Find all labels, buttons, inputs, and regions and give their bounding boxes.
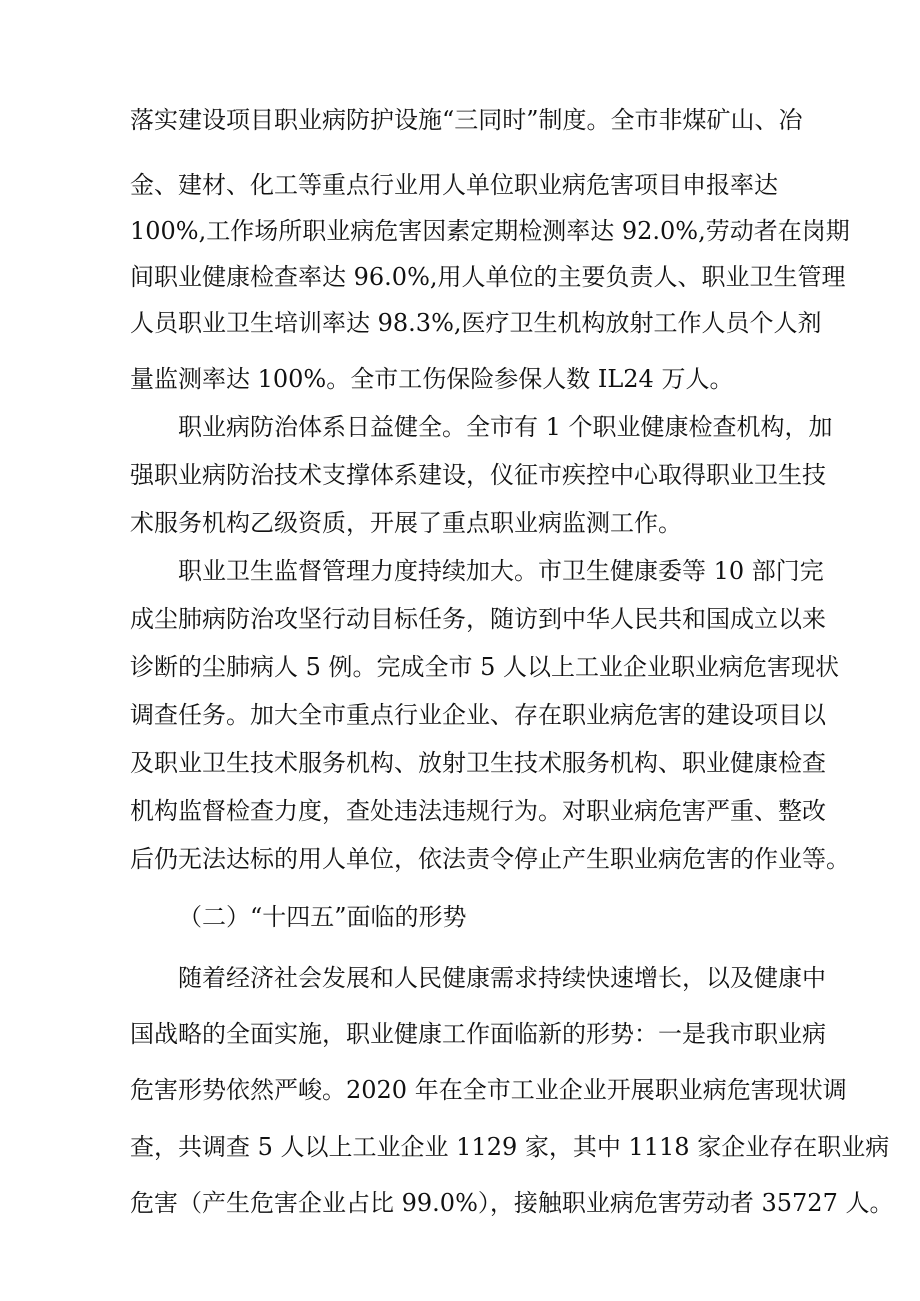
text-line: 国战略的全面实施，职业健康工作面临新的形势：一是我市职业病 xyxy=(130,1020,826,1048)
section-heading: （二）“十四五”面临的形势 xyxy=(178,903,467,931)
text-line: 随着经济社会发展和人民健康需求持续快速增长，以及健康中 xyxy=(178,964,826,992)
text-line: 强职业病防治技术支撑体系建设，仪征市疾控中心取得职业卫生技 xyxy=(130,461,826,489)
text-line: 成尘肺病防治攻坚行动目标任务，随访到中华人民共和国成立以来 xyxy=(130,605,826,633)
text-line: 间职业健康检查率达 96.0%,用人单位的主要负责人、职业卫生管理 xyxy=(130,263,846,291)
text-line: 查，共调查 5 人以上工业企业 1129 家，其中 1118 家企业存在职业病 xyxy=(130,1133,890,1161)
text-line: 机构监督检查力度，查处违法违规行为。对职业病危害严重、整改 xyxy=(130,797,826,825)
text-line: 落实建设项目职业病防护设施“三同时”制度。全市非煤矿山、冶 xyxy=(130,106,803,134)
text-line: 职业卫生监督管理力度持续加大。市卫生健康委等 10 部门完 xyxy=(178,557,824,585)
text-line: 后仍无法达标的用人单位，依法责令停止产生职业病危害的作业等。 xyxy=(130,845,850,873)
text-line: 诊断的尘肺病人 5 例。完成全市 5 人以上工业企业职业病危害现状 xyxy=(130,653,840,681)
text-line: 金、建材、化工等重点行业用人单位职业病危害项目申报率达 xyxy=(130,171,778,199)
text-line: 100%,工作场所职业病危害因素定期检测率达 92.0%,劳动者在岗期 xyxy=(130,217,850,245)
text-line: 人员职业卫生培训率达 98.3%,医疗卫生机构放射工作人员个人剂 xyxy=(130,309,822,337)
text-line: 术服务机构乙级资质，开展了重点职业病监测工作。 xyxy=(130,509,682,537)
text-line: 及职业卫生技术服务机构、放射卫生技术服务机构、职业健康检查 xyxy=(130,749,826,777)
text-line: 危害形势依然严峻。2020 年在全市工业企业开展职业病危害现状调 xyxy=(130,1076,847,1104)
text-line: 危害（产生危害企业占比 99.0%），接触职业病危害劳动者 35727 人。 xyxy=(130,1189,894,1217)
text-line: 职业病防治体系日益健全。全市有 1 个职业健康检查机构，加 xyxy=(178,413,833,441)
text-line: 量监测率达 100%。全市工伤保险参保人数 IL24 万人。 xyxy=(130,365,734,393)
text-line: 调查任务。加大全市重点行业企业、存在职业病危害的建设项目以 xyxy=(130,701,826,729)
